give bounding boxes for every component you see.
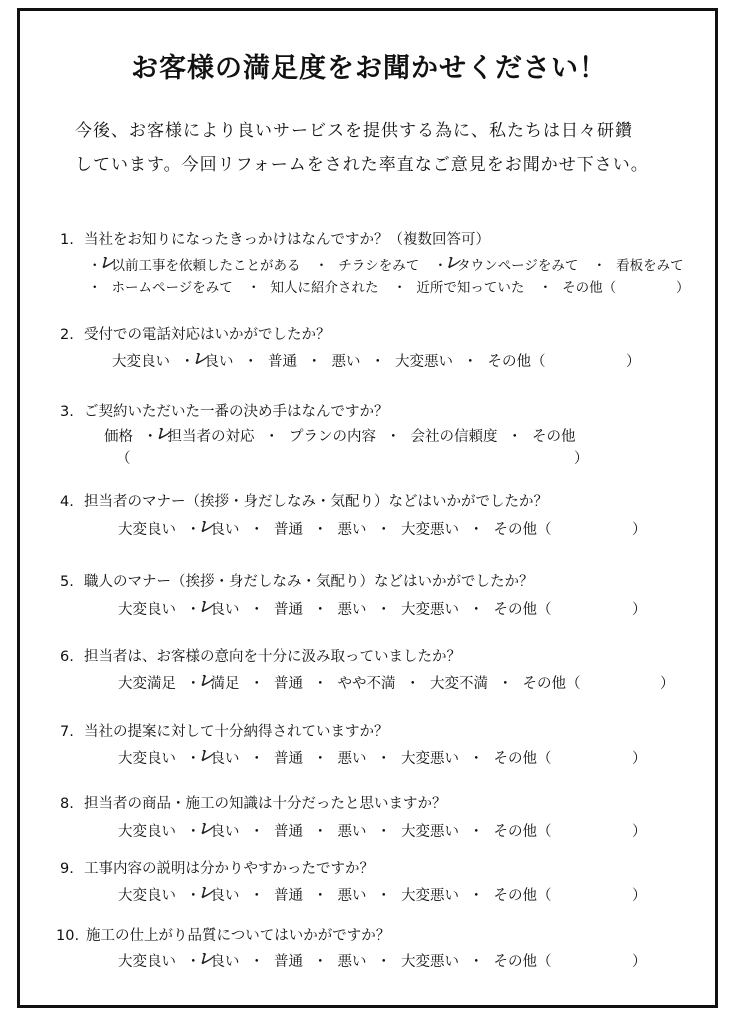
label-text: 4. [60,494,74,510]
separator-dot: ・ [370,354,385,370]
option[interactable] [118,820,176,841]
option[interactable] [118,518,176,539]
option[interactable] [523,672,581,693]
separator-dot: ・ [313,888,328,904]
check-mark: レ [197,883,214,902]
option[interactable] [430,672,488,693]
label-text: 良い [210,602,240,618]
check-mark: レ [98,253,115,272]
separator-dot: ・ [469,954,484,970]
q7-options [118,747,552,768]
check-mark: レ [197,517,214,536]
question-4 [60,490,548,511]
option[interactable] [332,350,361,371]
question-1 [60,228,490,249]
option[interactable] [494,950,552,971]
separator-dot: ・ [433,258,448,274]
separator-dot: ・ [376,522,391,538]
check-mark: レ [444,253,461,272]
option[interactable] [197,517,240,539]
question-10 [56,924,390,945]
label-text: 普通 [274,602,303,618]
option[interactable] [274,518,303,539]
question-9 [60,857,374,878]
label-text: 良い [210,522,240,538]
label-text: 受付での電話対応はいかがでしたか？ [84,327,331,343]
label-text: 悪い [331,354,361,370]
label-text: 悪い [337,888,367,904]
option[interactable] [338,598,367,619]
option[interactable] [197,746,240,768]
close-paren: ） [632,888,647,904]
label-text: 普通 [268,354,297,370]
intro-line-1: 今後、お客様により良いサービスを提供する為に、私たちは日々研鑽 [75,121,633,141]
label-text: 担当者の商品・施工の知識は十分だったと思いますか？ [84,796,447,812]
option[interactable] [112,350,170,371]
separator-dot: ・ [186,954,201,970]
separator-dot: ・ [88,258,102,274]
option[interactable] [401,598,459,619]
label-text: 7. [60,724,74,740]
label-text: 大変悪い [395,354,453,370]
separator-dot: ・ [249,522,264,538]
label-text: 悪い [337,824,367,840]
option[interactable] [154,424,255,446]
option[interactable] [616,254,684,274]
label-text: 良い [210,888,240,904]
option[interactable] [118,884,176,905]
label-text: その他（ [487,354,546,370]
label-text: 大変不満 [430,676,488,692]
option[interactable] [395,350,453,371]
option[interactable] [338,950,367,971]
separator-dot: ・ [143,429,158,445]
option[interactable] [401,747,459,768]
option[interactable] [401,820,459,841]
separator-dot: ・ [249,751,264,767]
q6-options [118,672,581,693]
close-paren: ） [632,751,647,767]
option[interactable] [271,276,379,296]
separator-dot: ・ [469,824,484,840]
option[interactable] [338,254,419,274]
option[interactable] [401,884,459,905]
separator-dot: ・ [186,888,201,904]
label-text: 悪い [337,522,367,538]
separator-dot: ・ [249,954,264,970]
close-paren: ） [626,354,641,370]
check-mark: レ [197,819,214,838]
option[interactable] [274,950,303,971]
separator-dot: ・ [463,354,478,370]
option[interactable] [338,820,367,841]
separator-dot: ・ [313,751,328,767]
option[interactable] [268,350,297,371]
separator-dot: ・ [507,429,522,445]
label-text: 10. [56,928,80,944]
q3-options [104,425,576,446]
option[interactable] [197,819,240,841]
separator-dot: ・ [186,824,201,840]
close-paren: ） [632,522,647,538]
label-text: タウンページをみて [457,258,579,274]
label-text: 近所で知っていた [416,280,525,296]
option[interactable] [488,350,546,371]
separator-dot: ・ [469,751,484,767]
separator-dot: ・ [264,429,279,445]
q9-options [118,884,552,905]
label-text: 普通 [274,954,303,970]
question-6 [60,645,461,666]
option[interactable] [338,884,367,905]
label-text: 大変悪い [401,888,459,904]
separator-dot: ・ [313,676,328,692]
label-text: 普通 [274,888,303,904]
label-text: 大変満足 [118,676,176,692]
label-text: 大変悪い [401,824,459,840]
q8-options [118,820,552,841]
option[interactable] [338,518,367,539]
separator-dot: ・ [249,676,264,692]
label-text: 当社の提案に対して十分納得されていますか？ [84,724,389,740]
close-paren: ） [660,676,675,692]
intro-line-2: しています。今回リフォームをされた率直なご意見をお聞かせ下さい。 [75,155,649,175]
separator-dot: ・ [376,888,391,904]
label-text: 悪い [337,954,367,970]
separator-dot: ・ [538,280,553,296]
option[interactable] [274,672,303,693]
label-text: 大変良い [118,751,176,767]
label-text: 以前工事を依頼したことがある [111,258,301,274]
separator-dot: ・ [186,602,201,618]
label-text: 施工の仕上がり品質についてはいかがですか？ [86,928,391,944]
option[interactable] [197,949,240,971]
close-paren: ） [574,451,589,467]
label-text: 8. [60,796,74,812]
label-text: 大変悪い [401,602,459,618]
option[interactable] [197,597,240,619]
question-2 [60,323,331,344]
label-text: その他（ [493,888,552,904]
question-8 [60,792,447,813]
option[interactable] [338,747,367,768]
label-text: 大変良い [118,954,176,970]
label-text: 普通 [274,676,303,692]
option[interactable] [274,884,303,905]
option[interactable] [104,425,133,446]
q4-options [118,518,552,539]
q2-options [112,350,546,371]
label-text: ご契約いただいた一番の決め手はなんですか？ [84,404,389,420]
separator-dot: ・ [314,258,329,274]
label-text: 悪い [337,602,367,618]
option[interactable] [197,671,240,693]
label-text: 普通 [274,751,303,767]
q1-options-row1 [88,254,684,274]
separator-dot: ・ [592,258,607,274]
label-text: 大変悪い [401,954,459,970]
option[interactable] [98,253,301,274]
option[interactable] [401,950,459,971]
label-text: 職人のマナー（挨拶・身だしなみ・気配り）などはいかがでしたか？ [84,574,534,590]
q1-close-paren: ） [676,280,690,296]
label-text: 6. [60,649,74,665]
option[interactable] [401,518,459,539]
label-text: 満足 [210,676,240,692]
separator-dot: ・ [376,824,391,840]
label-text: 2. [60,327,74,343]
label-text: 普通 [274,522,303,538]
option[interactable] [118,598,176,619]
separator-dot: ・ [313,522,328,538]
option[interactable] [444,253,579,274]
close-paren: ） [632,602,647,618]
separator-dot: ・ [249,602,264,618]
option[interactable] [494,518,552,539]
label-text: 知人に紹介された [270,280,379,296]
label-text: チラシをみて [338,258,420,274]
separator-dot: ・ [469,522,484,538]
open-paren: （ [116,451,131,467]
label-text: 大変良い [118,824,176,840]
label-text: 大変悪い [401,522,459,538]
separator-dot: ・ [249,888,264,904]
separator-dot: ・ [376,954,391,970]
label-text: プランの内容 [289,429,376,445]
label-text: 大変良い [118,888,176,904]
q10-options [118,950,552,971]
separator-dot: ・ [405,676,420,692]
separator-dot: ・ [386,429,401,445]
separator-dot: ・ [243,354,258,370]
separator-dot: ・ [307,354,322,370]
option[interactable] [416,276,524,296]
label-text: 3. [60,404,74,420]
label-text: 大変悪い [401,751,459,767]
question-number: 1. [60,232,74,248]
separator-dot: ・ [376,751,391,767]
check-mark: レ [154,424,171,443]
check-mark: レ [197,746,214,765]
close-paren: ） [632,954,647,970]
option[interactable] [274,820,303,841]
option[interactable] [411,425,498,446]
label-text: やや不満 [337,676,396,692]
option[interactable] [191,349,234,371]
question-text: 当社をお知りになったきっかけはなんですか？（複数回答可） [84,232,490,248]
label-text: 良い [210,824,240,840]
label-text: その他（ [493,522,552,538]
label-text: 良い [204,354,234,370]
separator-dot: ・ [376,602,391,618]
label-text: 良い [210,954,240,970]
label-text: 価格 [104,429,133,445]
separator-dot: ・ [249,824,264,840]
option[interactable] [562,276,616,296]
label-text: その他（ [493,954,552,970]
q5-options [118,598,552,619]
label-text: 工事内容の説明は分かりやすかったですか？ [84,861,374,877]
option[interactable] [197,883,240,905]
option[interactable] [274,747,303,768]
close-paren: ） [632,824,647,840]
label-text: その他（ [493,824,552,840]
separator-dot: ・ [313,824,328,840]
label-text: その他（ [522,676,581,692]
separator-dot: ・ [88,280,102,296]
separator-dot: ・ [180,354,195,370]
separator-dot: ・ [469,888,484,904]
label-text: 担当者の対応 [167,429,255,445]
label-text: 大変良い [118,522,176,538]
separator-dot: ・ [392,280,407,296]
label-text: 大変良い [118,602,176,618]
option[interactable] [494,598,552,619]
label-text: 担当者は、お客様の意向を十分に汲み取っていましたか？ [84,649,461,665]
separator-dot: ・ [313,602,328,618]
option[interactable] [494,884,552,905]
label-text: 9. [60,861,74,877]
option[interactable] [118,747,176,768]
label-text: 会社の信頼度 [410,429,498,445]
label-text: 大変良い [112,354,170,370]
check-mark: レ [191,349,208,368]
option[interactable] [118,950,176,971]
separator-dot: ・ [186,751,201,767]
option[interactable] [112,276,233,296]
separator-dot: ・ [247,280,261,296]
label-text: 良い [210,751,240,767]
separator-dot: ・ [469,602,484,618]
option[interactable] [494,820,552,841]
page-title: お客様の満足度をお聞かせください！ [131,53,607,84]
question-5 [60,570,534,591]
option[interactable] [289,425,376,446]
question-7 [60,720,389,741]
label-text: 担当者のマナー（挨拶・身だしなみ・気配り）などはいかがでしたか？ [84,494,548,510]
separator-dot: ・ [498,676,513,692]
option[interactable] [274,598,303,619]
separator-dot: ・ [186,676,201,692]
option[interactable] [494,747,552,768]
label-text: その他（ [493,602,552,618]
separator-dot: ・ [186,522,201,538]
label-text: 5. [60,574,74,590]
label-text: ホームページをみて [111,280,233,296]
separator-dot: ・ [313,954,328,970]
label-text: その他（ [562,280,617,296]
option[interactable] [532,425,576,446]
label-text: その他 [532,429,576,445]
option[interactable] [338,672,396,693]
check-mark: レ [197,949,214,968]
label-text: 看板をみて [616,258,684,274]
option[interactable] [118,672,176,693]
label-text: 悪い [337,751,367,767]
label-text: 普通 [274,824,303,840]
question-3 [60,400,389,421]
label-text: その他（ [493,751,552,767]
check-mark: レ [197,671,214,690]
check-mark: レ [197,597,214,616]
q1-options-row2 [88,276,616,296]
